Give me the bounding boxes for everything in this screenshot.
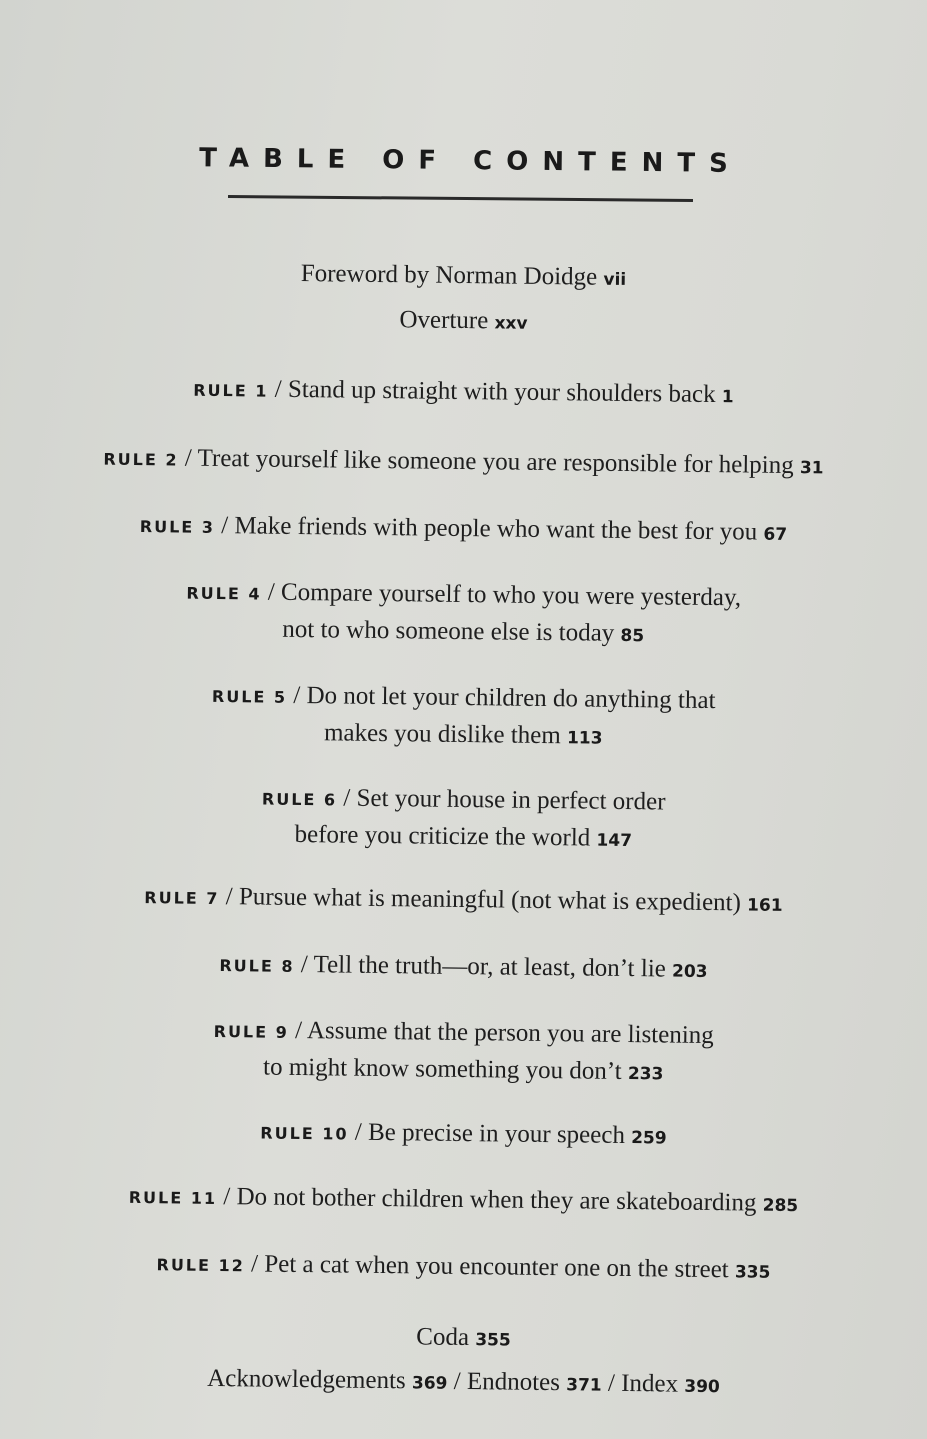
rule-title: Tell the truth—or, at least, don’t lie [313, 951, 666, 983]
rule-label: RULE 5 [211, 686, 288, 707]
toc-entry-rule-6 [0, 776, 927, 862]
toc-entry-rule-4 [0, 571, 927, 657]
toc-entry-rule-11 [0, 1176, 927, 1225]
title-underline [228, 195, 693, 202]
page-number: 31 [799, 458, 824, 479]
rule-title: Do not bother children when they are skateboarding [236, 1183, 757, 1217]
rule-title: Compare yourself to who you were yesterday, [280, 578, 742, 612]
rule-title: Assume that the person you are listening [306, 1017, 714, 1050]
page-number: 113 [566, 728, 603, 749]
page-number: vii [603, 269, 627, 290]
rule-title: Make friends with people who want the best for you [234, 512, 758, 546]
rule-title-cont: to might know something you don’t [262, 1053, 622, 1085]
page-number: 259 [631, 1128, 667, 1149]
separator: / [294, 950, 314, 979]
separator: / [216, 1182, 237, 1211]
page-number: 1 [721, 387, 734, 408]
rule-label: RULE 4 [186, 583, 262, 604]
toc-entry-rule-9 [0, 1009, 927, 1095]
rule-label: RULE 1 [193, 380, 269, 401]
acknowledgements-label: Acknowledgements [207, 1364, 406, 1395]
rule-title: Stand up straight with your shoulders back [287, 375, 716, 409]
separator: / [288, 1016, 308, 1045]
rule-label: RULE 12 [156, 1255, 245, 1276]
page-number: 85 [620, 625, 645, 647]
rule-label: RULE 8 [219, 956, 295, 976]
page-number: 147 [596, 830, 633, 852]
toc-entry-rule-7 [0, 876, 927, 925]
separator: / [219, 883, 240, 911]
toc-entry-coda [0, 1314, 927, 1363]
page-number: 355 [475, 1330, 511, 1351]
toc-entry-back-matter [0, 1358, 927, 1407]
separator: / [214, 511, 235, 540]
rule-title: Set your house in perfect order [356, 784, 666, 816]
toc-entry-rule-1 [0, 368, 927, 417]
page-number: 335 [734, 1262, 771, 1283]
rule-label: RULE 11 [128, 1187, 218, 1208]
separator: / [261, 578, 282, 606]
separator: / [286, 681, 307, 710]
page-number: 67 [763, 524, 788, 545]
rule-label: RULE 6 [261, 789, 338, 810]
page-number: 369 [411, 1373, 448, 1394]
entry-label: Overture [399, 306, 489, 335]
separator: / [336, 784, 357, 812]
separator: / [244, 1250, 265, 1278]
toc-entry-rule-3 [0, 505, 927, 554]
toc-entry-foreword [0, 252, 927, 301]
entry-label: Foreword by Norman Doidge [300, 260, 598, 291]
toc-entry-overture [0, 297, 927, 346]
toc-entry-rule-10 [0, 1110, 927, 1159]
rule-label: RULE 2 [103, 449, 179, 470]
page-number: 203 [671, 961, 708, 982]
rule-title: Pursue what is meaningful (not what is expedient) [238, 883, 742, 917]
page-number: 390 [684, 1376, 720, 1398]
index-label: Index [621, 1369, 679, 1398]
endnotes-label: Endnotes [466, 1368, 561, 1397]
rule-label: RULE 7 [144, 888, 220, 909]
page-number: 371 [566, 1375, 602, 1396]
rule-title: Treat yourself like someone you are responsible for helping [197, 444, 794, 480]
rule-title-cont: not to who someone else is today [282, 615, 615, 647]
rule-title: Be precise in your speech [367, 1118, 626, 1149]
separator: / [178, 444, 198, 472]
rule-title: Do not let your children do anything that [306, 682, 716, 715]
page-number: 233 [627, 1064, 664, 1085]
page-number: 285 [762, 1195, 799, 1217]
rule-label: RULE 3 [139, 517, 216, 537]
toc-title: TABLE OF CONTENTS [199, 143, 742, 179]
page-number: xxv [494, 313, 528, 334]
rule-title: Pet a cat when you encounter one on the street [264, 1250, 729, 1284]
separator: / [447, 1367, 468, 1396]
toc-entry-rule-5 [0, 674, 927, 760]
separator: / [601, 1369, 622, 1397]
rule-label: RULE 10 [260, 1123, 349, 1144]
rule-title-cont: makes you dislike them [323, 719, 561, 750]
entry-label: Coda [416, 1323, 470, 1352]
toc-entry-rule-2 [0, 438, 927, 487]
rule-title-cont: before you criticize the world [294, 820, 591, 852]
toc-entry-rule-12 [0, 1243, 927, 1292]
separator: / [268, 375, 289, 403]
rule-label: RULE 9 [213, 1021, 289, 1042]
toc-entry-rule-8 [0, 943, 927, 992]
page-number: 161 [747, 895, 783, 916]
separator: / [348, 1118, 369, 1146]
